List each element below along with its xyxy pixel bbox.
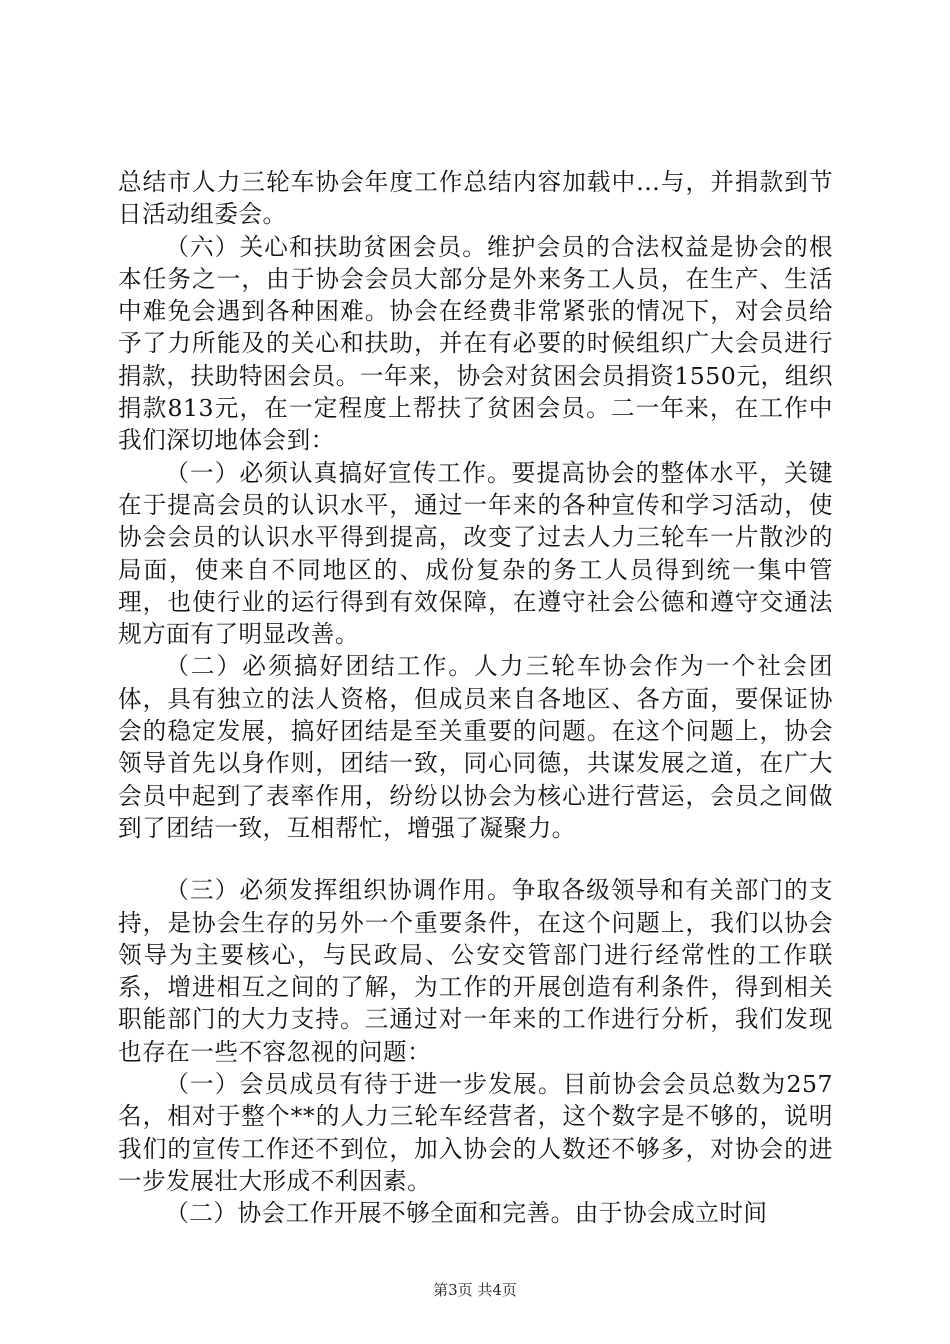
paragraph-2: （六）关心和扶助贫困会员。维护会员的合法权益是协会的根本任务之一，由于协会会员大部分是外来务工人员，在生产、生活中难免会遇到各种困难。协会在经费非常紧张的情况下，对会员给予了力所能及的关心和扶助，并在有必要的时候组织广大会员进行捐款，扶助特困会员。一年来，协会对贫困会员捐资1550元，组织捐款813元，在一定程度上帮扶了贫困会员。二一年来，在工作中我们深切地体会到： — [118, 232, 833, 455]
paragraph-5: （三）必须发挥组织协调作用。争取各级领导和有关部门的支持，是协会生存的另外一个重要条件，在这个问题上，我们以协会领导为主要核心，与民政局、公安交管部门进行经常性的工作联系，增进相互之间的了解，为工作的开展创造有利条件，得到相关职能部门的大力支持。三通过对一年来的工作进行分析，我们发现也存在一些不容忽视的问题： — [118, 876, 833, 1066]
paragraph-3: （一）必须认真搞好宣传工作。要提高协会的整体水平，关键在于提高会员的认识水平，通过一年来的各种宣传和学习活动，使协会会员的认识水平得到提高，改变了过去人力三轮车一片散沙的局面，使来自不同地区的、成份复杂的务工人员得到统一集中管理，也使行业的运行得到有效保障，在遵守社会公德和遵守交通法规方面有了明显改善。 — [118, 458, 833, 649]
page-footer: 第3页 共4页 — [433, 1281, 517, 1299]
paragraph-6: （一）会员成员有待于进一步发展。目前协会会员总数为257名，相对于整个**的人力三轮车经营者，这个数字是不够的，说明我们的宣传工作还不到位，加入协会的人数还不够多，对协会的进一步发展壮大形成不利因素。 — [118, 1070, 833, 1195]
document-body — [118, 166, 833, 1230]
paragraph-4: （二）必须搞好团结工作。人力三轮车协会作为一个社会团体，具有独立的法人资格，但成员来自各地区、各方面，要保证协会的稳定发展，搞好团结是至关重要的问题。在这个问题上，协会领导首先以身作则，团结一致，同心同德，共谋发展之道，在广大会员中起到了表率作用，纷纷以协会为核心进行营运，会员之间做到了团结一致，互相帮忙，增强了凝聚力。 — [118, 652, 833, 842]
paragraph-1: 总结市人力三轮车协会年度工作总结内容加载中...与，并捐款到节日活动组委会。 — [118, 168, 833, 229]
paragraph-7: （二）协会工作开展不够全面和完善。由于协会成立时间 — [165, 1199, 768, 1228]
